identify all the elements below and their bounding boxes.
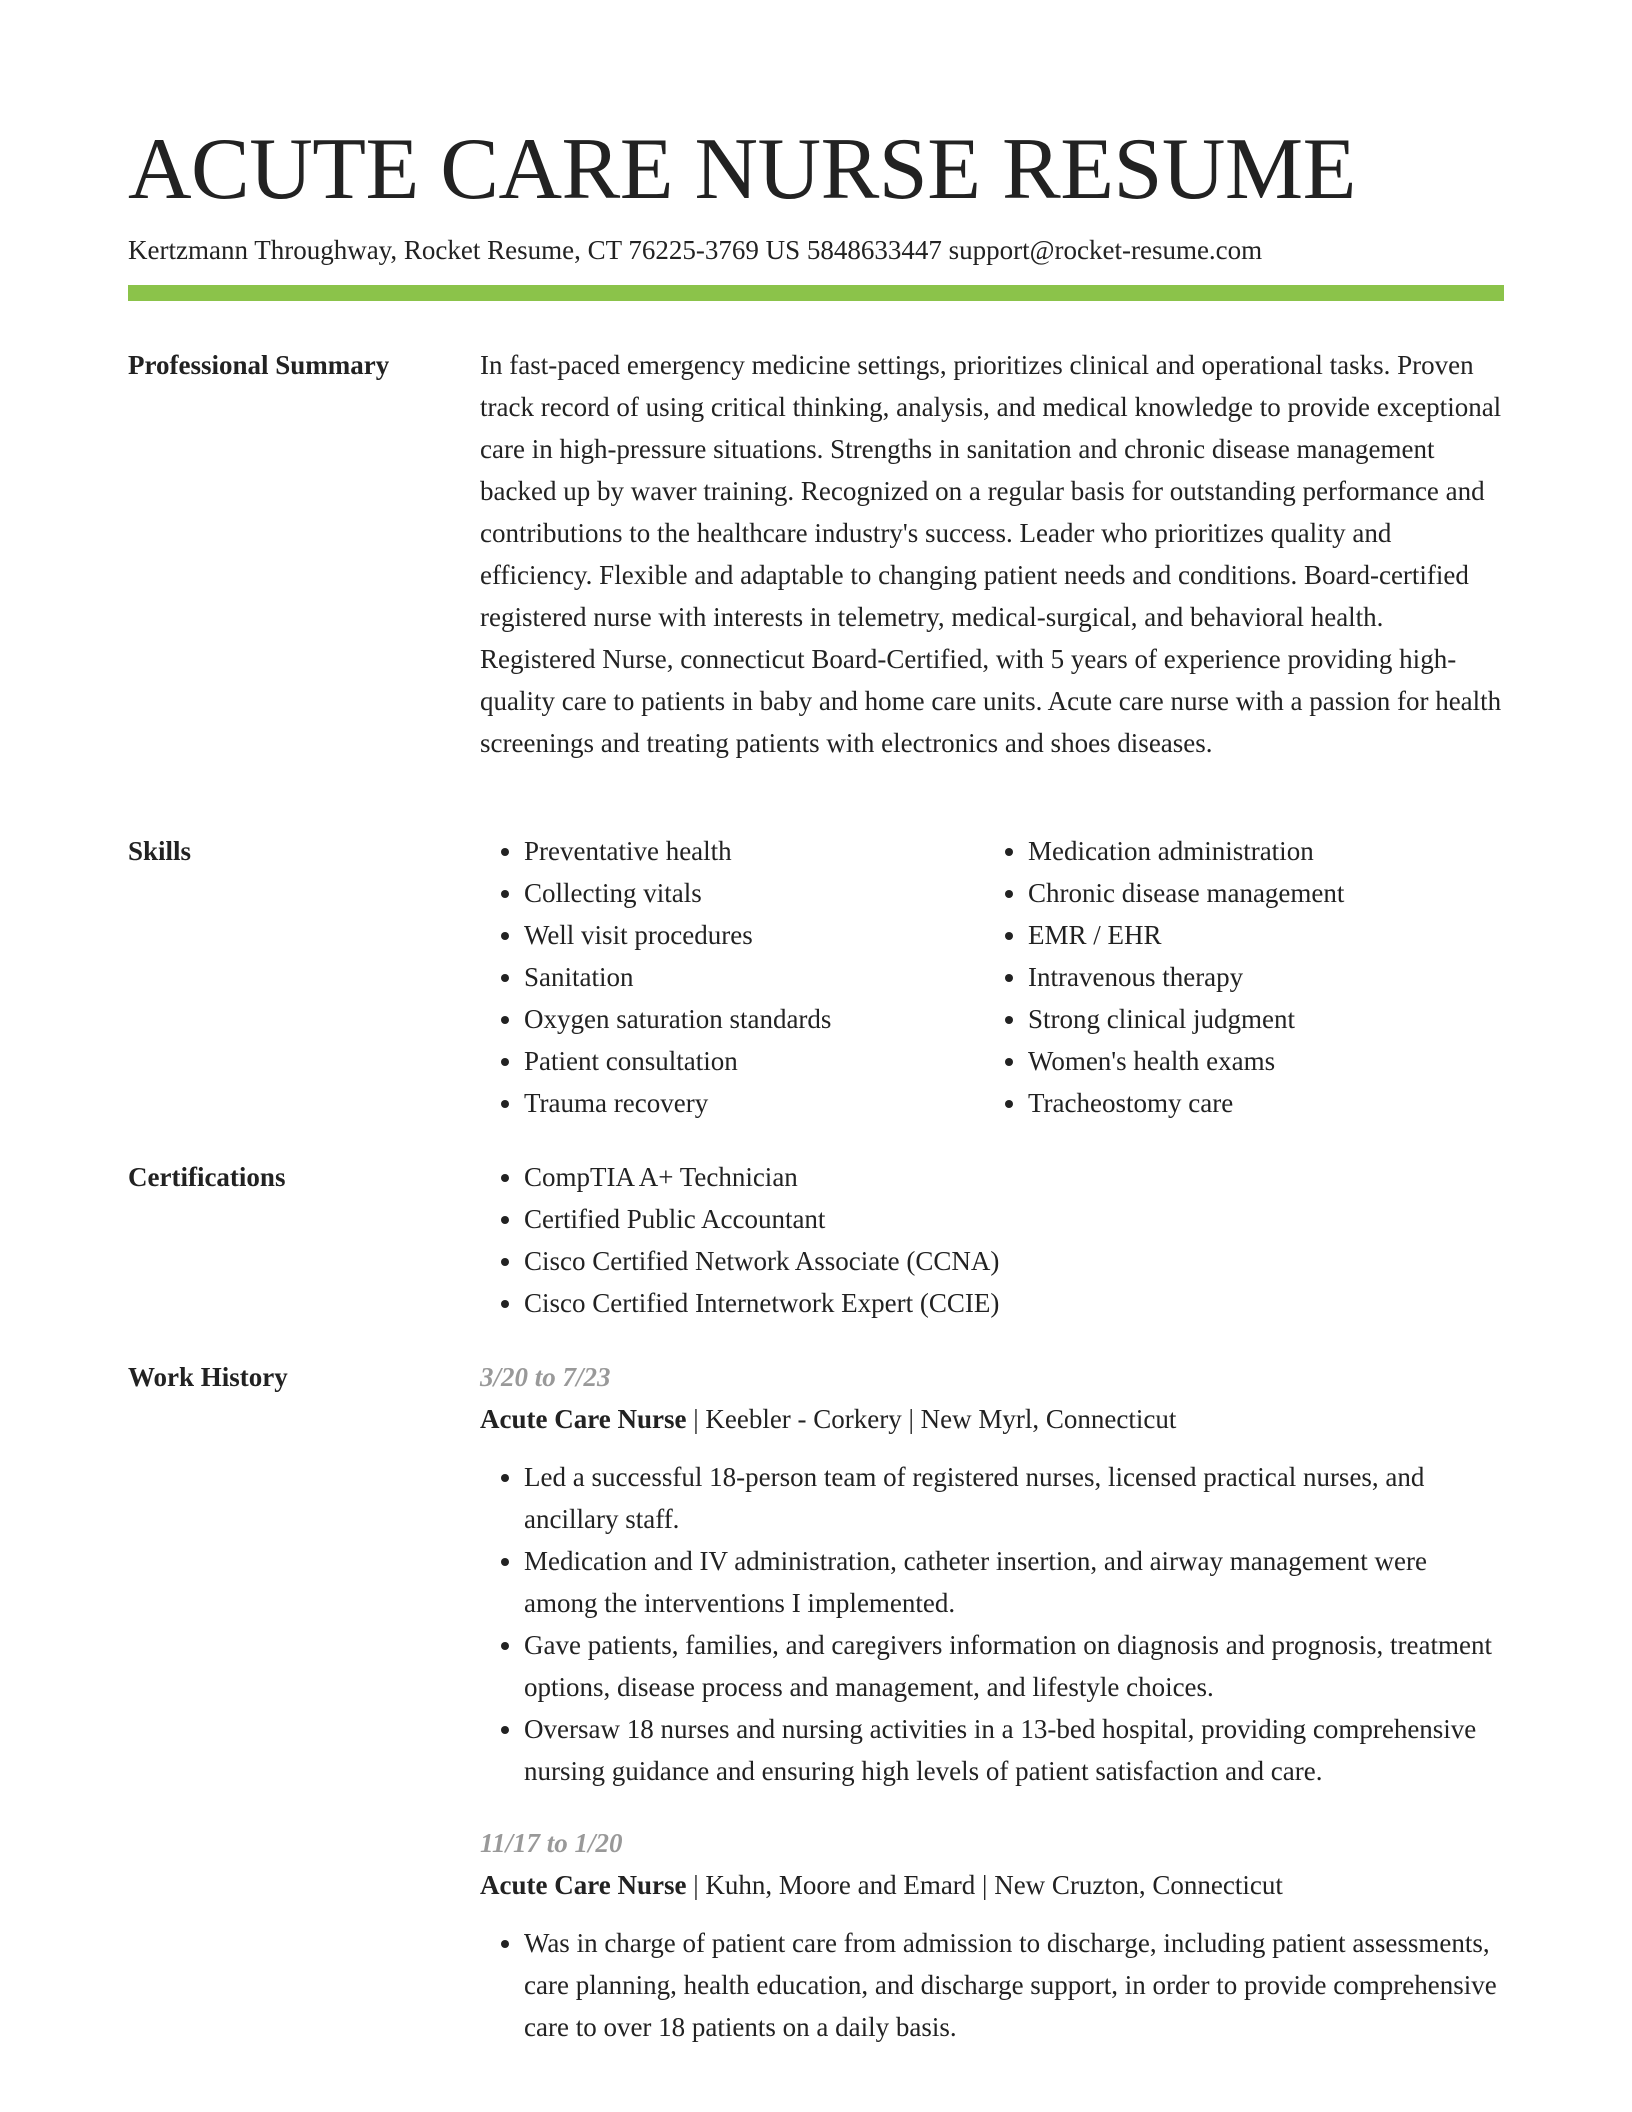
contact-line: Kertzmann Throughway, Rocket Resume, CT 76225-3769 US 5848633447 support@rocket-resume.com: [128, 235, 1263, 265]
job-bullet: • Oversaw 18 nurses and nursing activities in a 13-bed hospital, providing comprehensive nursing guidance and ensuring high levels of patient satisfaction and care.: [524, 1708, 1504, 1792]
certifications-heading: Certifications: [128, 1162, 286, 1192]
certifications-body: [480, 1156, 1504, 1324]
skill-item: • Oxygen saturation standards: [524, 998, 984, 1040]
summary-heading: Professional Summary: [128, 350, 390, 380]
resume-title: ACUTE CARE NURSE RESUME: [128, 121, 1356, 218]
skill-item: • Medication administration: [1028, 830, 1488, 872]
skill-item: • Chronic disease management: [1028, 872, 1488, 914]
job-bullet: • Was in charge of patient care from admission to discharge, including patient assessments, care planning, health education, and discharge support, in order to provide comprehensive care to over 18 patients on a daily basis.: [524, 1922, 1504, 2048]
job-title: Acute Care Nurse: [480, 1404, 687, 1434]
certifications-list: [480, 1156, 1504, 1324]
skills-heading: Skills: [128, 836, 192, 866]
skill-item: • Sanitation: [524, 956, 984, 998]
job-bullets: [480, 1456, 1504, 1792]
job-title: Acute Care Nurse: [480, 1870, 687, 1900]
skill-item: • Tracheostomy care: [1028, 1082, 1488, 1124]
skills-columns: [480, 830, 1504, 1124]
job-entry: [480, 1356, 1504, 1792]
job-entry: [480, 1822, 1504, 2048]
accent-divider: [128, 285, 1504, 301]
skill-item: • Preventative health: [524, 830, 984, 872]
job-bullet: • Gave patients, families, and caregivers information on diagnosis and prognosis, treatment options, disease process and management, and lifestyle choices.: [524, 1624, 1504, 1708]
skill-item: • Strong clinical judgment: [1028, 998, 1488, 1040]
skill-item: • Collecting vitals: [524, 872, 984, 914]
certification-item: • Certified Public Accountant: [524, 1198, 1504, 1240]
skill-item: • Trauma recovery: [524, 1082, 984, 1124]
skills-column-right: [984, 830, 1488, 1124]
skill-item: • Women's health exams: [1028, 1040, 1488, 1082]
certification-item: • CompTIA A+ Technician: [524, 1156, 1504, 1198]
job-details: | Keebler - Corkery | New Myrl, Connecticut: [686, 1404, 1177, 1434]
skill-item: • Patient consultation: [524, 1040, 984, 1082]
certification-item: • Cisco Certified Internetwork Expert (CCIE): [524, 1282, 1504, 1324]
job-dates: 11/17 to 1/20: [480, 1828, 623, 1858]
job-heading: [480, 1398, 1504, 1440]
summary-body: [480, 344, 1504, 764]
job-bullet: • Led a successful 18-person team of registered nurses, licensed practical nurses, and ancillary staff.: [524, 1456, 1504, 1540]
job-bullet: • Medication and IV administration, catheter insertion, and airway management were among the interventions I implemented.: [524, 1540, 1504, 1624]
skills-list-right: [984, 830, 1488, 1124]
work-history-body: [480, 1356, 1504, 2078]
certification-item: • Cisco Certified Network Associate (CCNA): [524, 1240, 1504, 1282]
skills-list-left: [480, 830, 984, 1124]
job-dates: 3/20 to 7/23: [480, 1362, 611, 1392]
job-heading: [480, 1864, 1504, 1906]
skill-item: • Intravenous therapy: [1028, 956, 1488, 998]
skills-column-left: [480, 830, 984, 1124]
skill-item: • EMR / EHR: [1028, 914, 1488, 956]
skill-item: • Well visit procedures: [524, 914, 984, 956]
job-details: | Kuhn, Moore and Emard | New Cruzton, Connecticut: [686, 1870, 1283, 1900]
summary-text: In fast-paced emergency medicine settings, prioritizes clinical and operational tasks. Proven track record of using critical thinking, analysis, and medical knowledge to provide exceptional care in high-pressure situations. Strengths in sanitation and chronic disease management backed up by waver training. Recognized on a regular basis for outstanding performance and contributions to the healthcare industry's success. Leader who prioritizes quality and efficiency. Flexible and adaptable to changing patient needs and conditions. Board-certified registered nurse with interests in telemetry, medical-surgical, and behavioral health. Registered Nurse, connecticut Board-Certified, with 5 years of experience providing high-quality care to patients in baby and home care units. Acute care nurse with a passion for health screenings and treating patients with electronics and shoes diseases.: [480, 350, 1502, 758]
job-bullets: [480, 1922, 1504, 2048]
work-history-heading: Work History: [128, 1362, 288, 1392]
